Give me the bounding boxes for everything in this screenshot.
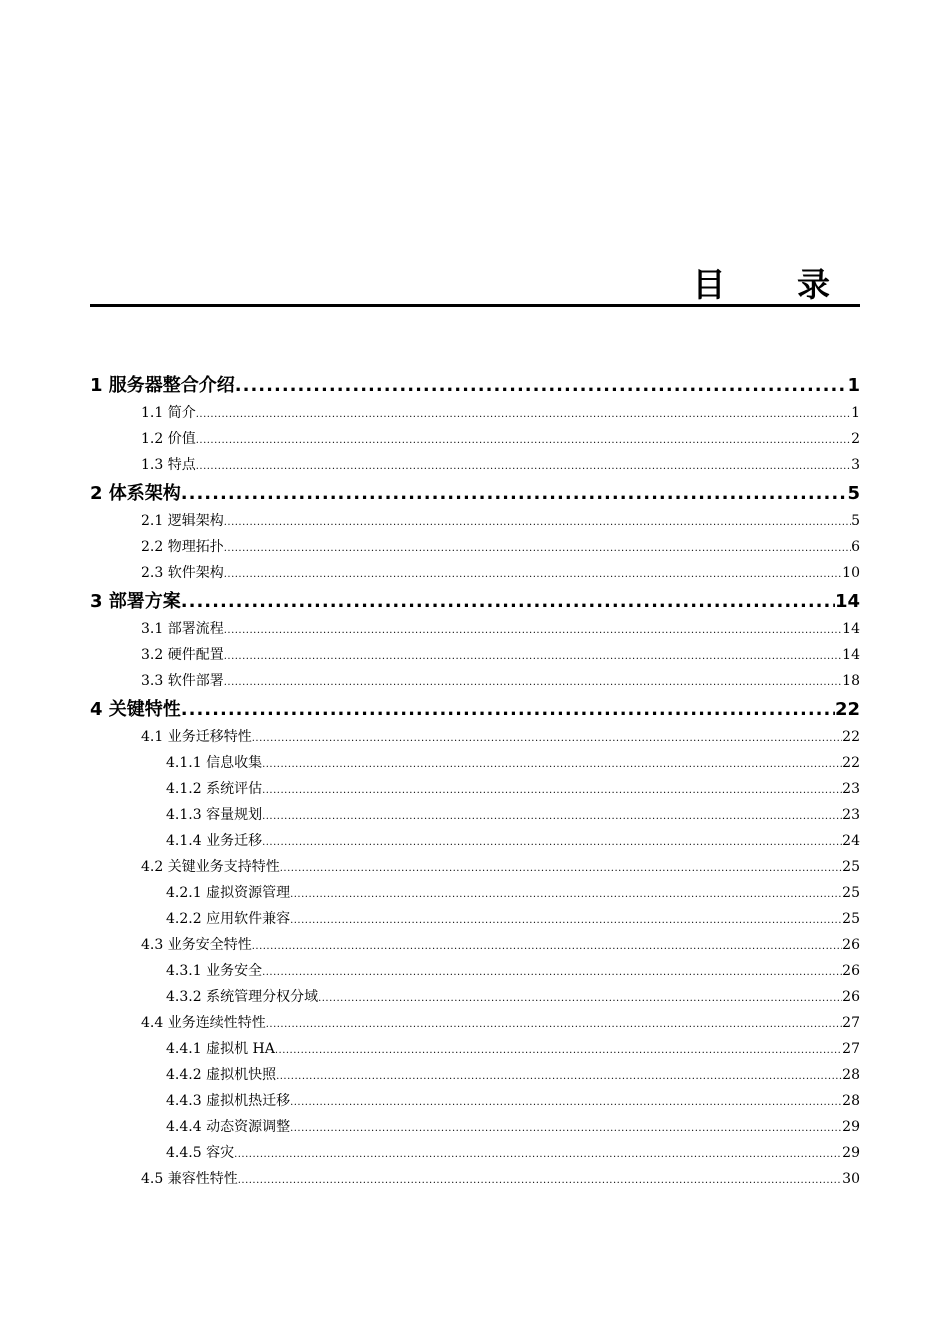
toc-leader-dots [266,1010,842,1038]
toc-entry-page: 14 [842,621,860,637]
toc-entry-page: 22 [834,699,860,720]
toc-entry-text: 4.4.3 虚拟机热迁移 [166,1093,291,1109]
toc-entry-text: 4.3 业务安全特性 [141,937,252,953]
toc-entry-level1[interactable] [90,480,860,508]
toc-entry-text: 4.3.2 系统管理分权分域 [166,989,319,1005]
toc-entry-text: 4.1 业务迁移特性 [141,729,252,745]
toc-entry-text: 3.3 软件部署 [141,673,224,689]
toc-entry-page: 14 [842,647,860,663]
toc-entry-level2[interactable] [90,1166,860,1192]
toc-entry-text: 3.1 部署流程 [141,621,224,637]
toc-leader-dots [280,854,842,882]
toc-entry-level3[interactable] [90,958,860,984]
toc-entry-text: 4.2.2 应用软件兼容 [166,911,291,927]
toc-entry-text: 3 部署方案 [90,591,181,612]
toc-entry-text: 2 体系架构 [90,483,181,504]
toc-entry-level3[interactable] [90,984,860,1010]
toc-leader-dots [290,880,842,908]
toc-entry-page: 26 [842,989,860,1005]
toc-entry-level2[interactable] [90,854,860,880]
toc-entry-level2[interactable] [90,560,860,586]
toc-leader-dots [262,776,842,804]
toc-entry-level3[interactable] [90,828,860,854]
toc-entry-page: 28 [842,1093,860,1109]
toc-entry-level2[interactable] [90,400,860,426]
toc-entry-page: 28 [842,1067,860,1083]
toc-entry-level2[interactable] [90,426,860,452]
toc-entry-text: 2.3 软件架构 [141,565,224,581]
toc-entry-text: 4.4.4 动态资源调整 [166,1119,291,1135]
toc-leader-dots [181,696,835,724]
toc-entry-page: 10 [842,565,860,581]
toc-leader-dots [196,400,851,428]
toc-entry-text: 4.1.4 业务迁移 [166,833,263,849]
toc-leader-dots [252,724,842,752]
toc-entry-page: 2 [851,431,860,447]
toc-leader-dots [234,1140,842,1168]
toc-entry-page: 26 [842,963,860,979]
toc-leader-dots [290,906,842,934]
toc-leader-dots [224,560,842,588]
toc-entry-page: 26 [842,937,860,953]
toc-leader-dots [238,1166,842,1194]
toc-entry-page: 5 [847,483,860,504]
toc-entry-page: 6 [851,539,860,555]
toc-leader-dots [262,958,842,986]
toc-entry-text: 4.4.2 虚拟机快照 [166,1067,277,1083]
toc-leader-dots [181,480,848,508]
toc-leader-dots [235,372,848,400]
toc-entry-level2[interactable] [90,1010,860,1036]
toc-entry-page: 30 [842,1171,860,1187]
toc-entry-page: 3 [851,457,860,473]
toc-entry-text: 1 服务器整合介绍 [90,375,235,396]
toc-entry-level2[interactable] [90,932,860,958]
toc-leader-dots [262,802,842,830]
toc-entry-text: 4.4 业务连续性特性 [141,1015,266,1031]
toc-leader-dots [290,1114,842,1142]
toc-entry-text: 4.1.1 信息收集 [166,755,263,771]
toc-leader-dots [224,508,851,536]
toc-entry-page: 22 [842,755,860,771]
toc-leader-dots [318,984,842,1012]
toc-entry-level3[interactable] [90,1088,860,1114]
toc-entry-text: 2.1 逻辑架构 [141,513,224,529]
toc-leader-dots [224,534,851,562]
toc-leader-dots [252,932,842,960]
toc-leader-dots [262,828,842,856]
toc-entry-page: 1 [847,375,860,396]
toc-entry-text: 4.4.1 虚拟机 HA [166,1041,275,1057]
toc-entry-page: 18 [842,673,860,689]
toc-entry-level3[interactable] [90,906,860,932]
toc-entry-text: 2.2 物理拓扑 [141,539,224,555]
toc-entry-level2[interactable] [90,616,860,642]
toc-entry-level1[interactable] [90,372,860,400]
toc-entry-page: 27 [842,1015,860,1031]
toc-entry-level1[interactable] [90,696,860,724]
toc-entry-page: 25 [842,885,860,901]
toc-entry-text: 4.2 关键业务支持特性 [141,859,280,875]
toc-entry-level3[interactable] [90,1036,860,1062]
toc-leader-dots [224,642,842,670]
toc-leader-dots [275,1036,842,1064]
toc-entry-level2[interactable] [90,508,860,534]
toc-entry-page: 24 [842,833,860,849]
toc-entry-page: 25 [842,911,860,927]
toc-entry-level3[interactable] [90,1114,860,1140]
toc-entry-page: 29 [842,1119,860,1135]
toc-entry-text: 4.1.3 容量规划 [166,807,263,823]
toc-entry-level2[interactable] [90,534,860,560]
toc-leader-dots [262,750,842,778]
toc-entry-level3[interactable] [90,802,860,828]
title-rule [90,304,860,307]
toc-entry-text: 1.1 简介 [141,405,196,421]
toc-entry-text: 4 关键特性 [90,699,181,720]
toc-entry-text: 4.2.1 虚拟资源管理 [166,885,291,901]
toc-entry-level3[interactable] [90,750,860,776]
toc-list [90,370,860,1192]
toc-entry-page: 27 [842,1041,860,1057]
toc-entry-text: 1.2 价值 [141,431,196,447]
toc-entry-level2[interactable] [90,452,860,478]
toc-leader-dots [290,1088,842,1116]
toc-entry-text: 4.5 兼容性特性 [141,1171,238,1187]
toc-leader-dots [224,616,842,644]
toc-entry-level3[interactable] [90,880,860,906]
toc-entry-level2[interactable] [90,642,860,668]
toc-entry-page: 23 [842,781,860,797]
toc-leader-dots [196,426,851,454]
toc-entry-text: 4.1.2 系统评估 [166,781,263,797]
toc-entry-level2[interactable] [90,724,860,750]
toc-entry-page: 29 [842,1145,860,1161]
toc-title: 目 录 [692,265,860,304]
toc-entry-level2[interactable] [90,668,860,694]
toc-entry-page: 25 [842,859,860,875]
toc-leader-dots [224,668,842,696]
toc-entry-text: 4.4.5 容灾 [166,1145,235,1161]
toc-entry-page: 22 [842,729,860,745]
toc-entry-text: 3.2 硬件配置 [141,647,224,663]
toc-entry-level3[interactable] [90,1140,860,1166]
toc-entry-text: 1.3 特点 [141,457,196,473]
toc-entry-page: 5 [851,513,860,529]
toc-entry-page: 1 [851,405,860,421]
toc-leader-dots [196,452,851,480]
toc-leader-dots [276,1062,842,1090]
toc-leader-dots [181,588,835,616]
toc-entry-level3[interactable] [90,776,860,802]
toc-entry-page: 23 [842,807,860,823]
toc-entry-level3[interactable] [90,1062,860,1088]
toc-entry-text: 4.3.1 业务安全 [166,963,263,979]
toc-entry-page: 14 [834,591,860,612]
toc-entry-level1[interactable] [90,588,860,616]
